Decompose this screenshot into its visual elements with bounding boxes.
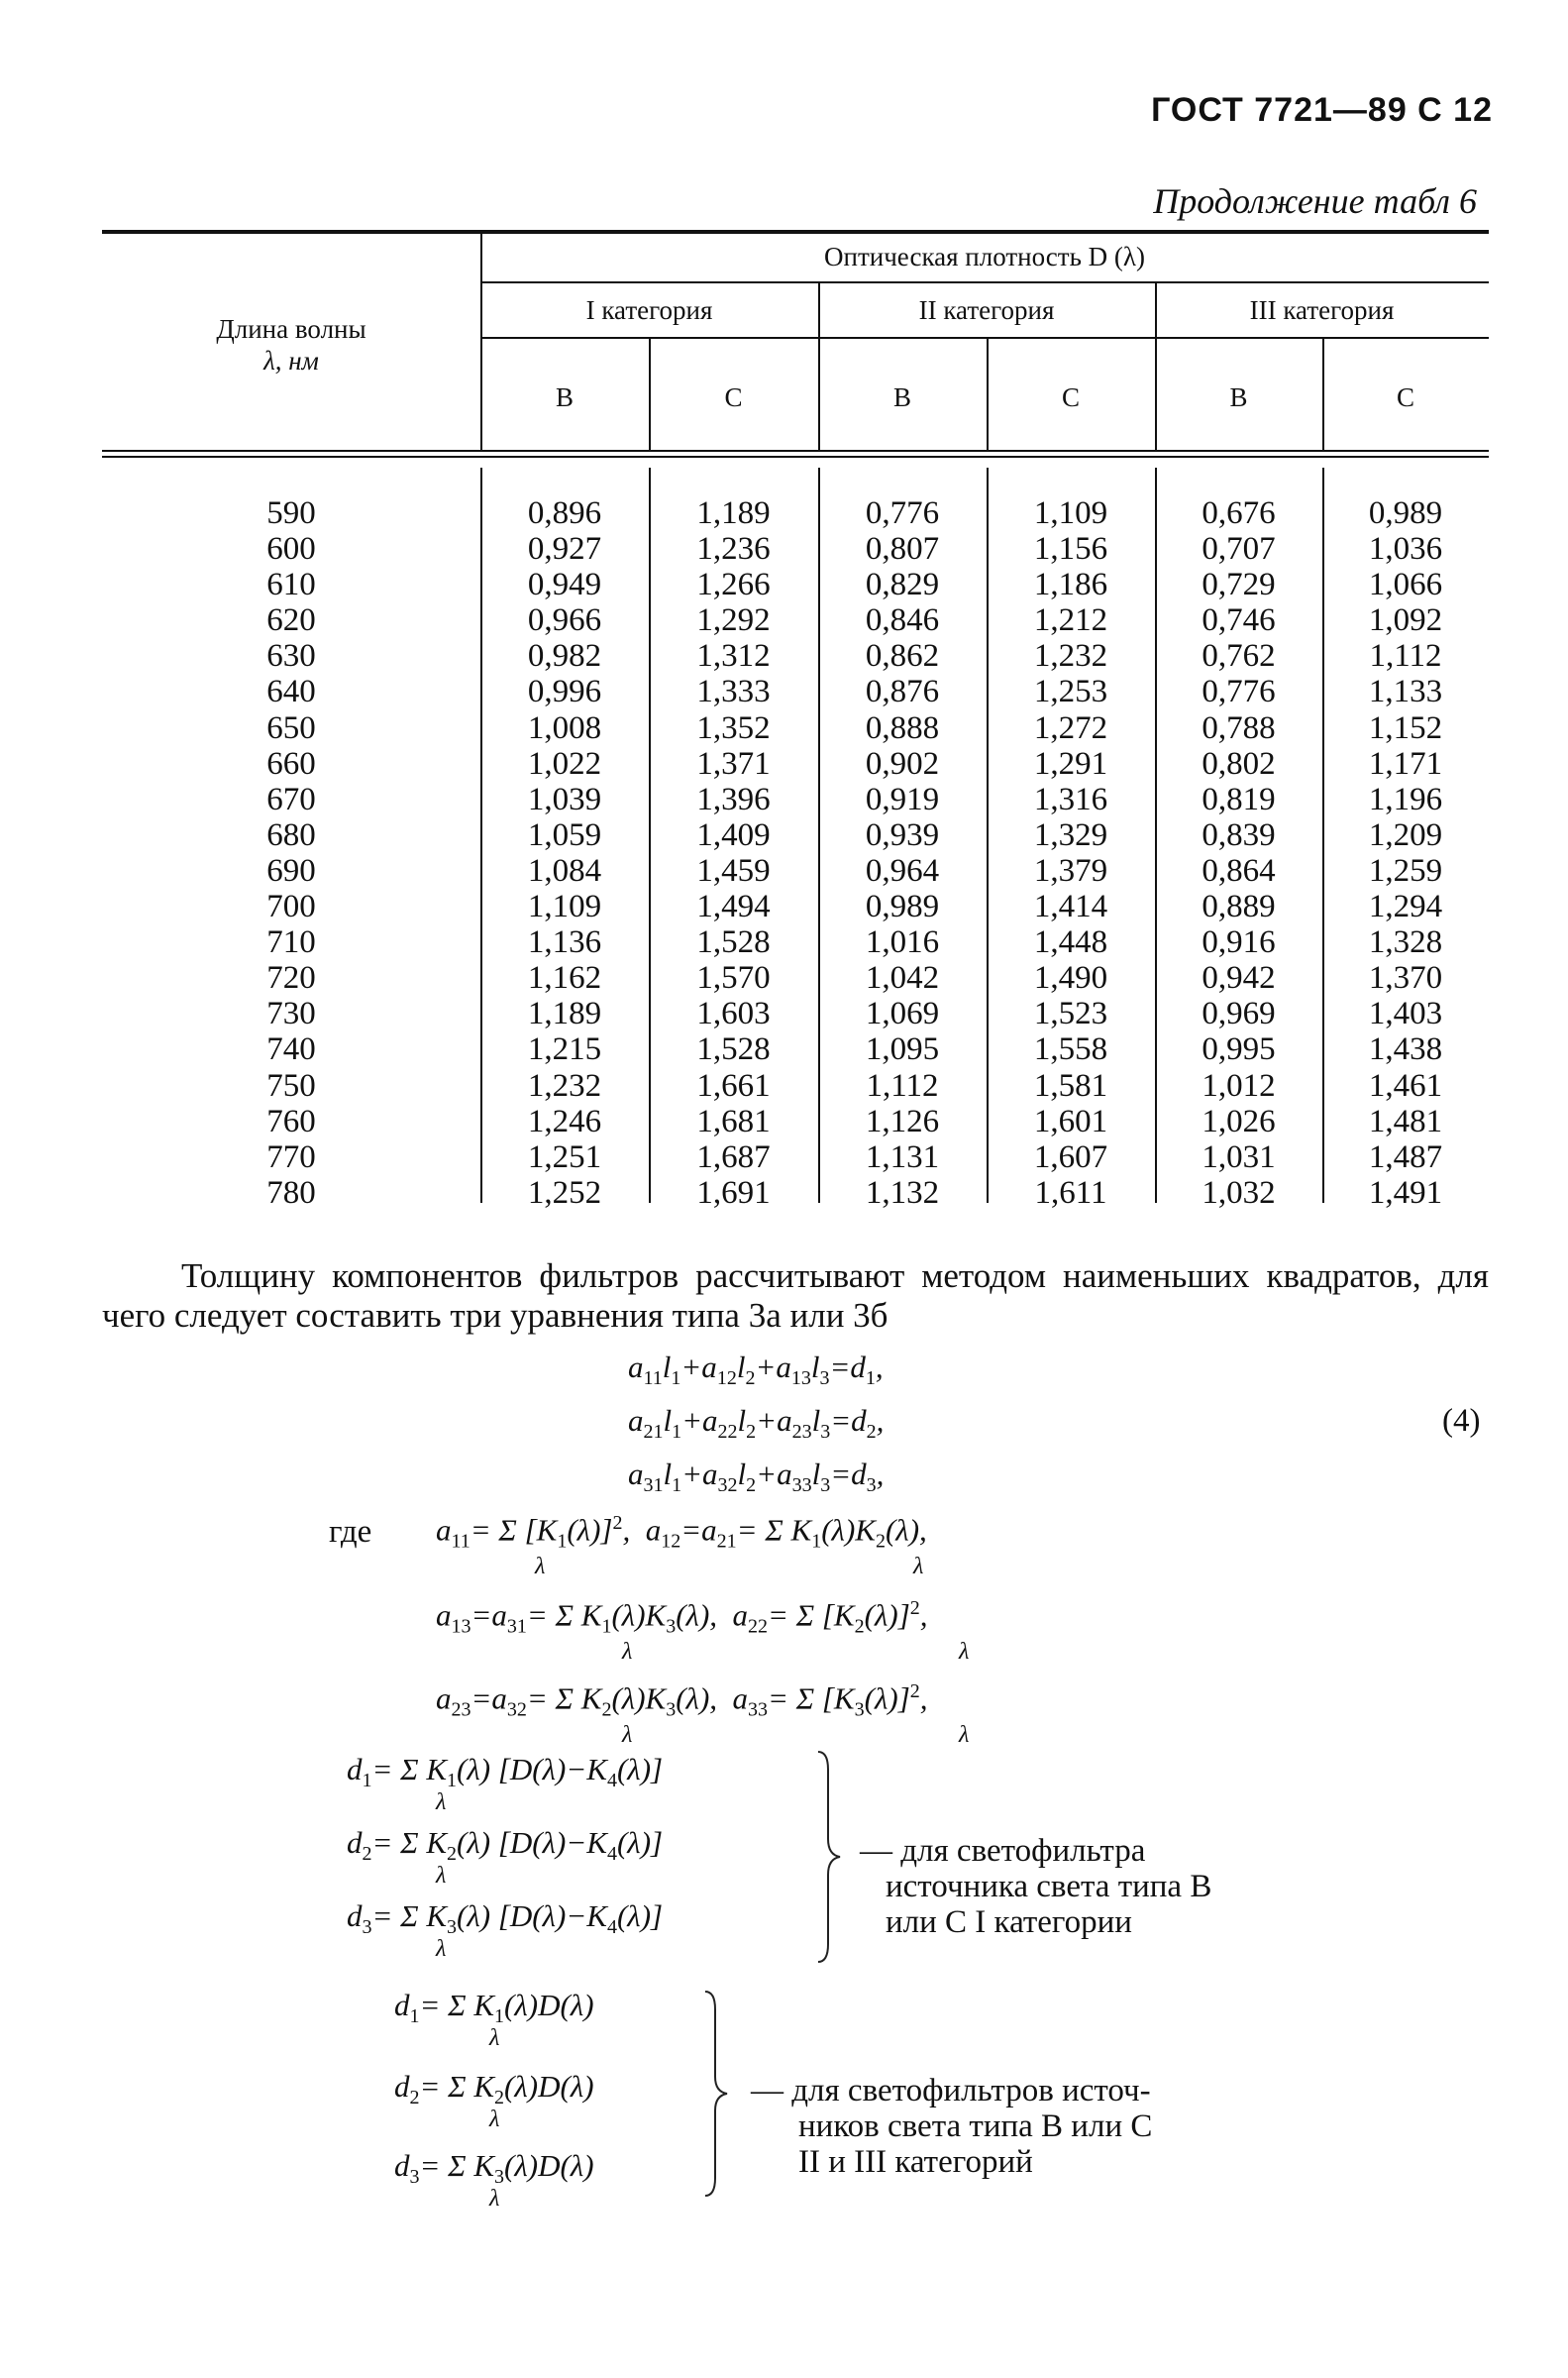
table-cell: 0,876 — [865, 674, 940, 710]
def-d2-cat1: $d_2= \Sigma$ $K_2(\lambda)$ $[D(\lambda)-K_4(\lambda)]$ — [347, 1825, 664, 1866]
cat2-c-column — [987, 495, 1155, 1211]
note-cat23-line3: II и III категорий — [798, 2144, 1033, 2180]
table-cell: 1,259 — [1368, 852, 1443, 889]
table-cell: 660 — [266, 745, 316, 782]
sum-index: λ — [622, 1639, 633, 1665]
cat1-b-column — [480, 495, 649, 1211]
sum-index: λ — [436, 1863, 447, 1889]
table-cell: 1,252 — [527, 1174, 602, 1211]
wavelength-header — [102, 313, 480, 377]
sum-index: λ — [535, 1554, 546, 1579]
table-cell: 1,570 — [696, 960, 771, 997]
table-cell: 0,902 — [865, 745, 940, 782]
table-cell: 1,316 — [1033, 781, 1108, 817]
table-cell: 1,069 — [865, 996, 940, 1032]
sum-index: λ — [489, 2025, 500, 2051]
table-cell: 1,112 — [866, 1067, 939, 1104]
table-cell: 1,661 — [696, 1067, 771, 1104]
table-cell: 1,352 — [696, 709, 771, 746]
table-cell: 1,059 — [527, 816, 602, 853]
optical-density-table — [102, 230, 1489, 1211]
wavelength-header-line2: λ, нм — [263, 346, 319, 376]
table-cell: 1,558 — [1033, 1031, 1108, 1068]
table-cell: 1,039 — [527, 781, 602, 817]
table-cell: 1,012 — [1202, 1067, 1276, 1104]
table-cell: 0,819 — [1202, 781, 1276, 817]
table-cell: 0,888 — [865, 709, 940, 746]
subcolumn-header: B — [555, 382, 574, 412]
table-cell: 0,927 — [527, 531, 602, 568]
table-cell: 0,729 — [1202, 567, 1276, 603]
def-a11-a12: $a_{11}= \Sigma$ $[K_1(\lambda)]^2$, $a_{12}=a_{21}= \Sigma$ $K_1(\lambda)K_2(\lambda)$, — [436, 1512, 927, 1553]
table-cell: 1,481 — [1368, 1103, 1443, 1139]
table-cell: 1,312 — [696, 638, 771, 675]
table-cell: 0,802 — [1202, 745, 1276, 782]
table-cell: 1,016 — [865, 924, 940, 961]
wavelength-column — [102, 495, 480, 1211]
table-cell: 1,112 — [1369, 638, 1442, 675]
table-cell: 1,156 — [1033, 531, 1108, 568]
table-cell: 1,215 — [527, 1031, 602, 1068]
equation-1: $a_{11}l_1+a_{12}l_2+a_{13}l_3=d_1$, — [628, 1350, 884, 1390]
table-cell: 0,788 — [1202, 709, 1276, 746]
table-cell: 0,862 — [865, 638, 940, 675]
cat3-b-column — [1155, 495, 1322, 1211]
table-cell: 0,746 — [1202, 602, 1276, 639]
table-cell: 600 — [266, 531, 316, 568]
table-cell: 610 — [266, 567, 316, 603]
table-cell: 1,253 — [1033, 674, 1108, 710]
sum-index: λ — [913, 1554, 924, 1579]
def-d1-cat23: $d_1= \Sigma$ $K_1(\lambda)D(\lambda)$ — [394, 1988, 594, 2028]
table-cell: 720 — [266, 960, 316, 997]
table-cell: 1,528 — [696, 924, 771, 961]
table-cell: 1,032 — [1202, 1174, 1276, 1211]
table-cell: 1,691 — [696, 1174, 771, 1211]
table-cell: 640 — [266, 674, 316, 710]
table-cell: 1,186 — [1033, 567, 1108, 603]
table-cell: 1,409 — [696, 816, 771, 853]
table-cell: 1,292 — [696, 602, 771, 639]
where-label: где — [329, 1514, 372, 1550]
table-cell: 1,461 — [1368, 1067, 1443, 1104]
table-cell: 1,189 — [696, 495, 771, 531]
table-cell: 1,370 — [1368, 960, 1443, 997]
table-cell: 1,490 — [1033, 960, 1108, 997]
table-cell: 0,942 — [1202, 960, 1276, 997]
table-cell: 0,989 — [865, 889, 940, 925]
table-cell: 1,171 — [1368, 745, 1443, 782]
subcolumn-header: C — [1061, 382, 1080, 412]
table-cell: 1,042 — [865, 960, 940, 997]
category-2-header: II категория — [918, 295, 1055, 325]
table-cell: 1,131 — [865, 1138, 940, 1175]
table-cell: 1,523 — [1033, 996, 1108, 1032]
cat3-c-column — [1322, 495, 1489, 1211]
table-cell: 670 — [266, 781, 316, 817]
equation-3: $a_{31}l_1+a_{32}l_2+a_{33}l_3=d_3$, — [628, 1457, 885, 1497]
equation-2: $a_{21}l_1+a_{22}l_2+a_{23}l_3=d_2$, — [628, 1403, 885, 1444]
right-brace-icon — [701, 1990, 731, 2198]
table-cell: 1,448 — [1033, 924, 1108, 961]
sum-index: λ — [959, 1639, 970, 1665]
table-cell: 1,291 — [1033, 745, 1108, 782]
table-cell: 1,066 — [1368, 567, 1443, 603]
table-cell: 1,132 — [865, 1174, 940, 1211]
table-cell: 1,371 — [696, 745, 771, 782]
table-cell: 780 — [266, 1174, 316, 1211]
def-d1-cat1: $d_1= \Sigma$ $K_1(\lambda)$ $[D(\lambda)-K_4(\lambda)]$ — [347, 1752, 664, 1792]
table-cell: 1,008 — [527, 709, 602, 746]
table-cell: 0,896 — [527, 495, 602, 531]
table-cell: 1,396 — [696, 781, 771, 817]
table-cell: 1,687 — [696, 1138, 771, 1175]
note-cat1-line3: или С I категории — [886, 1904, 1132, 1940]
table-cell: 1,212 — [1033, 602, 1108, 639]
table-cell: 0,776 — [1202, 674, 1276, 710]
sum-index: λ — [489, 2186, 500, 2212]
table-cell: 1,196 — [1368, 781, 1443, 817]
def-d3-cat1: $d_3= \Sigma$ $K_3(\lambda)$ $[D(\lambda)-K_4(\lambda)]$ — [347, 1898, 664, 1939]
table-cell: 1,438 — [1368, 1031, 1443, 1068]
table-cell: 0,989 — [1368, 495, 1443, 531]
table-cell: 1,026 — [1202, 1103, 1276, 1139]
note-cat1-line2: источника света типа В — [886, 1869, 1212, 1904]
table-cell: 730 — [266, 996, 316, 1032]
table-cell: 0,807 — [865, 531, 940, 568]
table-cell: 1,581 — [1033, 1067, 1108, 1104]
table-cell: 0,889 — [1202, 889, 1276, 925]
table-cell: 0,916 — [1202, 924, 1276, 961]
table-cell: 1,414 — [1033, 889, 1108, 925]
table-cell: 1,232 — [1033, 638, 1108, 675]
table-cell: 1,294 — [1368, 889, 1443, 925]
table-cell: 1,329 — [1033, 816, 1108, 853]
table-cell: 760 — [266, 1103, 316, 1139]
table-cell: 1,236 — [696, 531, 771, 568]
table-cell: 1,109 — [527, 889, 602, 925]
table-cell: 1,136 — [527, 924, 602, 961]
def-d2-cat23: $d_2= \Sigma$ $K_2(\lambda)D(\lambda)$ — [394, 2069, 594, 2109]
table-cell: 1,084 — [527, 852, 602, 889]
table-cell: 0,919 — [865, 781, 940, 817]
table-cell: 0,846 — [865, 602, 940, 639]
table-cell: 1,126 — [865, 1103, 940, 1139]
table-cell: 1,095 — [865, 1031, 940, 1068]
table-cell: 1,681 — [696, 1103, 771, 1139]
table-cell: 1,209 — [1368, 816, 1443, 853]
subcolumn-header: B — [1229, 382, 1248, 412]
body-text: Толщину компонентов фильтров рассчитывают методом наименьших квадратов, для чего следует составить три уравнения типа 3а или 3б — [102, 1256, 1489, 1335]
table-cell: 700 — [266, 889, 316, 925]
def-d3-cat23: $d_3= \Sigma$ $K_3(\lambda)D(\lambda)$ — [394, 2148, 594, 2189]
table-cell: 1,109 — [1033, 495, 1108, 531]
table-cell: 0,676 — [1202, 495, 1276, 531]
table-cell: 0,839 — [1202, 816, 1276, 853]
table-cell: 1,333 — [696, 674, 771, 710]
table-cell: 680 — [266, 816, 316, 853]
body-paragraph — [102, 1256, 1489, 1336]
table-cell: 1,403 — [1368, 996, 1443, 1032]
table-cell: 630 — [266, 638, 316, 675]
table-cell: 0,864 — [1202, 852, 1276, 889]
sum-index: λ — [622, 1722, 633, 1748]
table-cell: 1,092 — [1368, 602, 1443, 639]
table-cell: 1,328 — [1368, 924, 1443, 961]
table-cell: 1,494 — [696, 889, 771, 925]
table-cell: 710 — [266, 924, 316, 961]
table-cell: 1,459 — [696, 852, 771, 889]
table-cell: 1,603 — [696, 996, 771, 1032]
table-cell: 0,969 — [1202, 996, 1276, 1032]
def-a13-a22: $a_{13}=a_{31}= \Sigma$ $K_1(\lambda)K_3(\lambda)$, $a_{22}= \Sigma$ $[K_2(\lambda)]^2$, — [436, 1597, 928, 1638]
table-cell: 770 — [266, 1138, 316, 1175]
subcolumn-header: C — [724, 382, 743, 412]
table-cell: 0,762 — [1202, 638, 1276, 675]
table-cell: 0,966 — [527, 602, 602, 639]
table-cell: 0,995 — [1202, 1031, 1276, 1068]
page-header: ГОСТ 7721—89 С 12 — [1151, 91, 1493, 129]
table-cell: 1,232 — [527, 1067, 602, 1104]
table-cell: 0,939 — [865, 816, 940, 853]
category-1-header: I категория — [585, 295, 713, 325]
def-a23-a33: $a_{23}=a_{32}= \Sigma$ $K_2(\lambda)K_3(\lambda)$, $a_{33}= \Sigma$ $[K_3(\lambda)]^2$, — [436, 1680, 928, 1721]
table-cell: 1,491 — [1368, 1174, 1443, 1211]
table-cell: 750 — [266, 1067, 316, 1104]
table-cell: 1,607 — [1033, 1138, 1108, 1175]
table-cell: 1,272 — [1033, 709, 1108, 746]
table-cell: 0,776 — [865, 495, 940, 531]
table-cell: 1,133 — [1368, 674, 1443, 710]
table-cell: 1,601 — [1033, 1103, 1108, 1139]
cat1-c-column — [649, 495, 818, 1211]
note-cat1-line1: — для светофильтра — [860, 1833, 1146, 1869]
right-brace-icon — [814, 1750, 844, 1964]
table-cell: 0,949 — [527, 567, 602, 603]
table-cell: 1,246 — [527, 1103, 602, 1139]
table-cell: 1,036 — [1368, 531, 1443, 568]
table-cell: 1,152 — [1368, 709, 1443, 746]
table-cell: 1,022 — [527, 745, 602, 782]
note-cat23-line1: — для светофильтров источ- — [751, 2073, 1151, 2108]
wavelength-header-line1: Длина волны — [216, 314, 366, 344]
table-cell: 1,189 — [527, 996, 602, 1032]
table-cell: 1,031 — [1202, 1138, 1276, 1175]
sum-index: λ — [436, 1936, 447, 1962]
sum-index: λ — [959, 1722, 970, 1748]
sum-index: λ — [489, 2107, 500, 2132]
table-cell: 0,982 — [527, 638, 602, 675]
table-cell: 1,487 — [1368, 1138, 1443, 1175]
table-cell: 1,162 — [527, 960, 602, 997]
sum-index: λ — [436, 1789, 447, 1815]
table-cell: 650 — [266, 709, 316, 746]
cat2-b-column — [818, 495, 987, 1211]
subcolumn-header: B — [892, 382, 911, 412]
table-cell: 1,379 — [1033, 852, 1108, 889]
table-caption: Продолжение табл 6 — [1153, 181, 1477, 221]
category-3-header: III категория — [1249, 295, 1395, 325]
table-cell: 0,829 — [865, 567, 940, 603]
table-cell: 690 — [266, 852, 316, 889]
table-cell: 0,964 — [865, 852, 940, 889]
subcolumn-header: C — [1396, 382, 1414, 412]
table-cell: 590 — [266, 495, 316, 531]
table-cell: 0,996 — [527, 674, 602, 710]
table-cell: 740 — [266, 1031, 316, 1068]
table-cell: 1,251 — [527, 1138, 602, 1175]
note-cat23-line2: ников света типа В или С — [798, 2108, 1153, 2144]
table-cell: 1,528 — [696, 1031, 771, 1068]
table-cell: 620 — [266, 602, 316, 639]
table-cell: 1,611 — [1034, 1174, 1107, 1211]
table-cell: 0,707 — [1202, 531, 1276, 568]
equation-number: (4) — [1442, 1403, 1481, 1439]
table-cell: 1,266 — [696, 567, 771, 603]
optical-density-header: Оптическая плотность D (λ) — [824, 242, 1145, 271]
